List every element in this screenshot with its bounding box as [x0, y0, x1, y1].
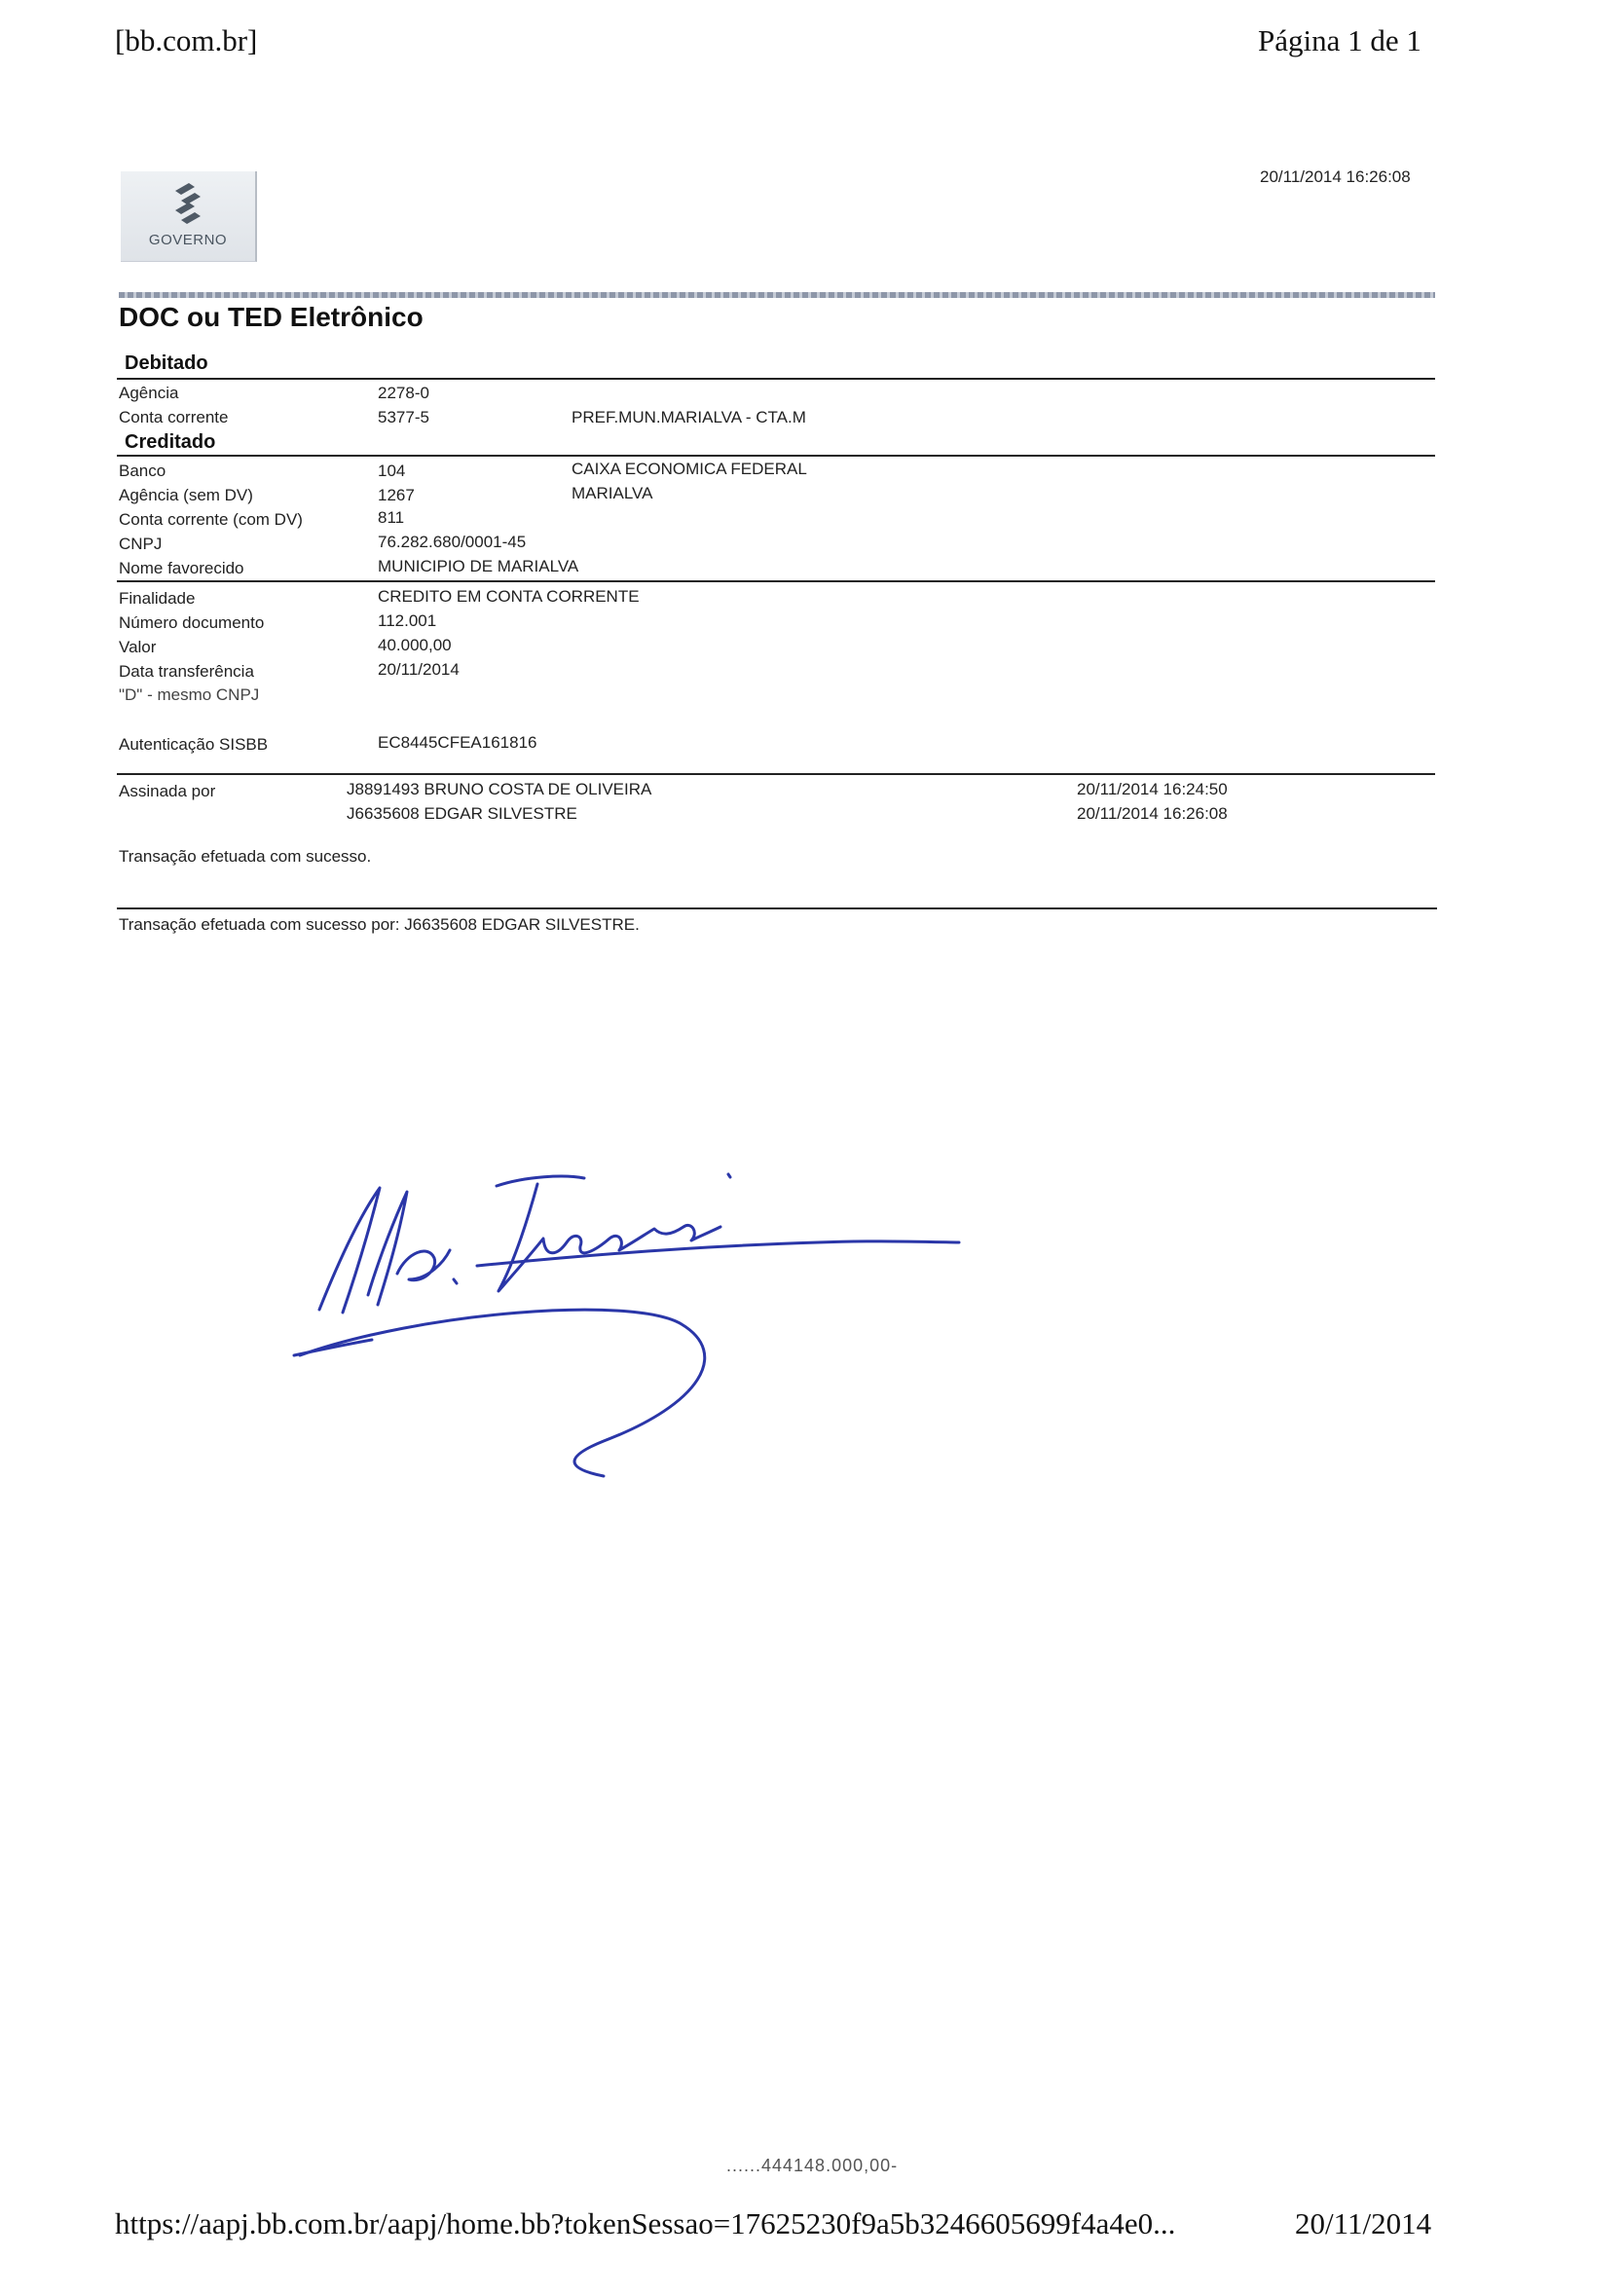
section-debitado: Debitado: [125, 352, 208, 374]
value-conta-com-dv: 811: [378, 508, 405, 527]
value-valor: 40.000,00: [378, 636, 452, 654]
value-agencia-sem-dv: 1267: [378, 486, 415, 504]
section-creditado: Creditado: [125, 431, 216, 453]
label-banco: Banco: [119, 462, 166, 480]
status-message: Transação efetuada com sucesso.: [119, 847, 372, 866]
value-numero-documento: 112.001: [378, 611, 437, 630]
signer-name: J6635608 EDGAR SILVESTRE: [347, 804, 577, 823]
site-header: [bb.com.br]: [115, 23, 258, 57]
value-conta-corrente: 5377-5: [378, 408, 429, 426]
rule-status: [117, 907, 1437, 909]
label-assinada-por: Assinada por: [119, 782, 216, 800]
label-conta-corrente: Conta corrente: [119, 408, 229, 426]
header-divider: [119, 292, 1435, 298]
value-nome-favorecido: MUNICIPIO DE MARIALVA: [378, 557, 579, 575]
footer-date: 20/11/2014: [1295, 2206, 1432, 2240]
label-autenticacao: Autenticação SISBB: [119, 735, 269, 754]
bb-logo-icon: [167, 181, 208, 226]
status-by-message: Transação efetuada com sucesso por: J6635608 EDGAR SILVESTRE.: [119, 915, 640, 934]
value-finalidade: CREDITO EM CONTA CORRENTE: [378, 587, 640, 606]
footer-url: https://aapj.bb.com.br/aapj/home.bb?tokenSessao=17625230f9a5b3246605699f4a4e0...: [115, 2206, 1176, 2240]
label-agencia-sem-dv: Agência (sem DV): [119, 486, 253, 504]
value-autenticacao: EC8445CFEA161816: [378, 733, 537, 752]
document-title: DOC ou TED Eletrônico: [119, 302, 424, 332]
rule-creditado: [117, 455, 1435, 457]
label-data-transferencia: Data transferência: [119, 662, 254, 681]
rule-debitado: [117, 378, 1435, 380]
signer-datetime: 20/11/2014 16:26:08: [1077, 804, 1228, 823]
print-datetime: 20/11/2014 16:26:08: [1260, 167, 1411, 186]
signer-datetime: 20/11/2014 16:24:50: [1077, 780, 1228, 798]
label-conta-com-dv: Conta corrente (com DV): [119, 510, 303, 529]
label-numero-documento: Número documento: [119, 613, 265, 632]
value-agencia: 2278-0: [378, 384, 429, 402]
value-conta-titular: PREF.MUN.MARIALVA - CTA.M: [572, 408, 806, 426]
value-data-transferencia: 20/11/2014: [378, 660, 460, 679]
governo-logo: [121, 171, 257, 262]
note-mesmo-cnpj: "D" - mesmo CNPJ: [119, 685, 260, 704]
signer-name: J8891493 BRUNO COSTA DE OLIVEIRA: [347, 780, 652, 798]
label-finalidade: Finalidade: [119, 589, 196, 608]
logo-text: GOVERNO: [148, 232, 228, 248]
page-number: Página 1 de 1: [1258, 23, 1421, 57]
value-banco-nome: CAIXA ECONOMICA FEDERAL: [572, 460, 807, 478]
label-nome-favorecido: Nome favorecido: [119, 559, 244, 577]
value-cnpj: 76.282.680/0001-45: [378, 533, 527, 551]
handwritten-signature: [282, 1149, 983, 1538]
rule-signers: [117, 773, 1435, 775]
label-cnpj: CNPJ: [119, 535, 163, 553]
label-valor: Valor: [119, 638, 157, 656]
value-agencia-cidade: MARIALVA: [572, 484, 653, 502]
label-agencia: Agência: [119, 384, 179, 402]
rule-details: [117, 580, 1435, 582]
value-banco: 104: [378, 462, 406, 480]
amount-stamp: ......444148.000,00-: [726, 2156, 899, 2175]
